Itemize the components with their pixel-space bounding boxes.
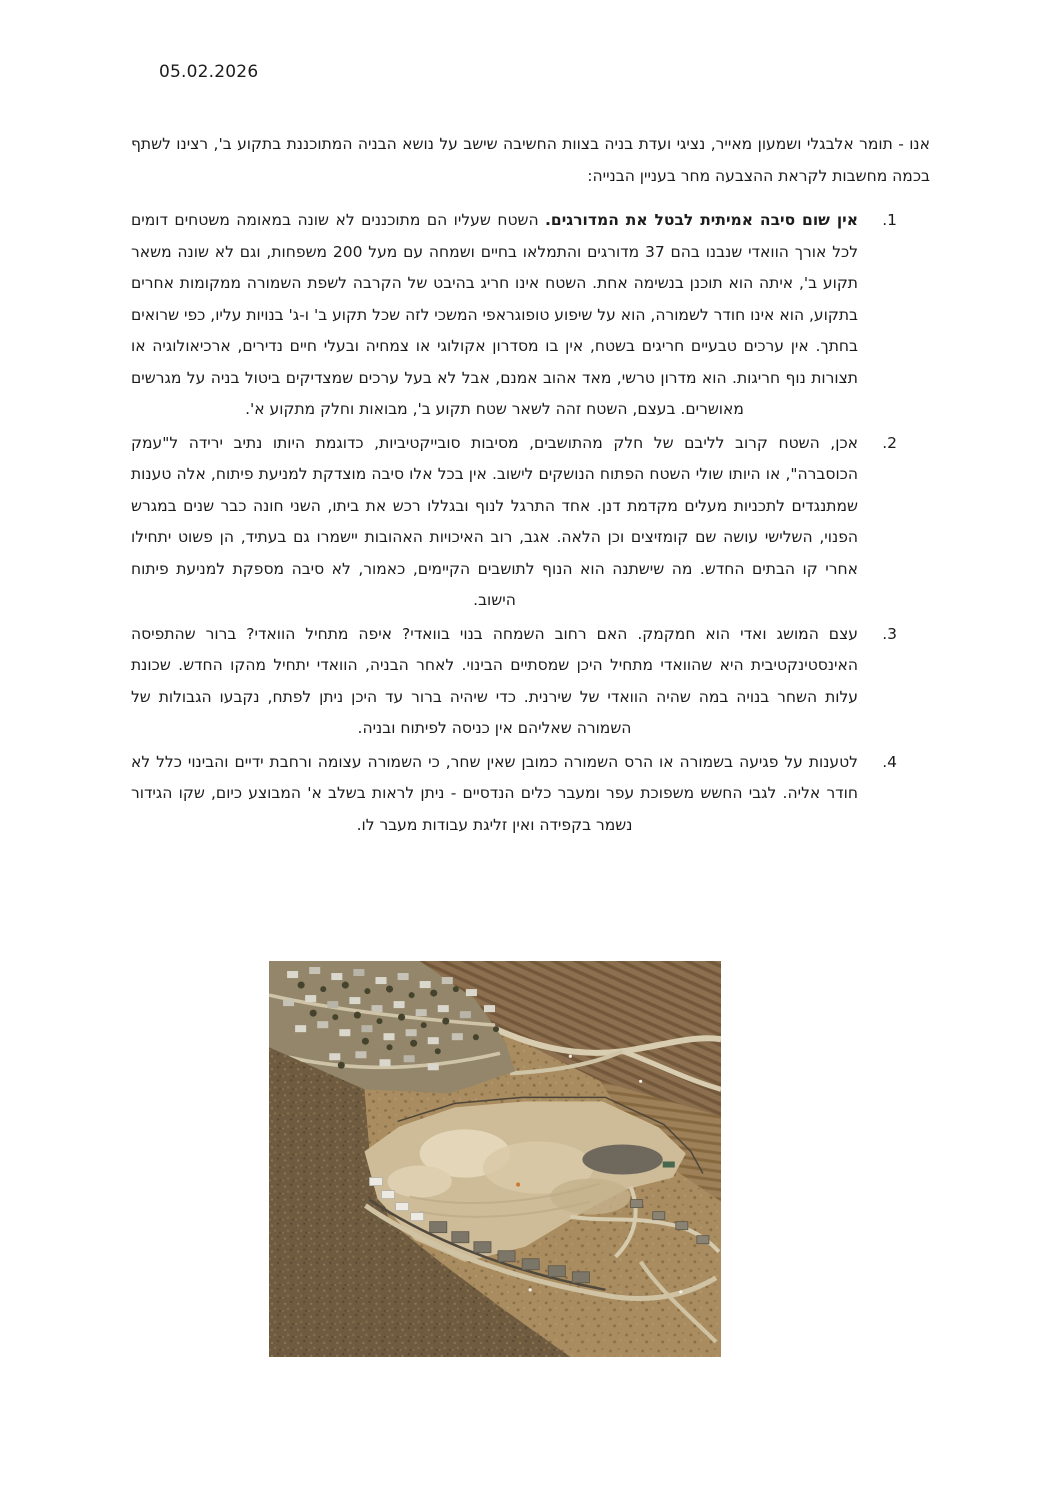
list-item-number: 1.	[882, 211, 897, 229]
document-body	[131, 129, 930, 843]
list-item-text	[131, 619, 858, 745]
list-item-body-text: אכן, השטח קרוב לליבם של חלק מהתושבים, מסיבות סובייקטיביות, כדוגמת היותו נתיב ירידה ל"עמק הכוסברה", או היותו שולי השטח הפתוח הנושקים לישוב. אין בכל אלו סיבה מוצדקת למניעת פיתוח, אלה טענות שמתנגדים לתכניות מעלים מקדמת דנן. אחד התרגל לנוף ובגללו רכש את ביתו, השני חונה כבר שנים במגרש הפנוי, השלישי עושה שם קומזיצים וכן הלאה. אגב, רוב האיכויות האהובות יישמרו גם בעתיד, הן פשוט יתחילו אחרי קו הבתים החדש. מה שישתנה הוא הנוף לתושבים הקיימים, כאמור, לא סיבה מספקת למניעת פיתוח הישוב.	[131, 433, 858, 609]
list-item-text	[131, 428, 858, 617]
list-item-bold-lead: אין שום סיבה אמיתית לבטל את המדורגים.	[545, 211, 858, 229]
list-item	[131, 619, 930, 745]
list-item-text	[131, 205, 858, 426]
list-item-body-text: השטח שעליו הם מתוכננים לא שונה במאומה משטחים דומים לכל אורך הוואדי שנבנו בהם 37 מדורגים והתמלאו בחיים ושמחה עם מעל 200 משפחות, וגם לא שונה משאר תקוע ב', איתה הוא תוכנן בנשימה אחת. השטח אינו חריג בהיבט של הקרבה לשפת השמורה ממקומות אחרים בתקוע, הוא אינו חודר לשמורה, הוא על שיפוע טופוגראפי המשכי לזה שכל תקוע ב' ו-ג' בנויות עליו, כפי שרואים בחתך. אין ערכים טבעיים חריגים בשטח, אין בו מסדרון אקולוגי או צמחיה ובעלי חיים נדירים, ארכיאולוגיה או תצורות נוף חריגות. הוא מדרון טרשי, מאד אהוב אמנם, אבל לא בעל ערכים שמצדיקים ביטול בניה על מגרשים מאושרים. בעצם, השטח זהה לשאר שטח תקוע ב', מבואות וחלק מתקוע א'.	[131, 211, 859, 418]
aerial-photo	[269, 961, 721, 1357]
list-item-body-text: לטענות על פגיעה בשמורה או הרס השמורה כמובן שאין שחר, כי השמורה עצומה ורחבת ידיים והבינוי כלל לא חודר אליה. לגבי החשש משפוכת עפר ומעבר כלים הנדסיים - ניתן לראות בשלב א' המבוצע כיום, שקו הגידור נשמר בקפידה ואין זליגת עבודות מעבר לו.	[131, 752, 858, 834]
document-date: 05.02.2026	[159, 62, 259, 82]
list-item-number: 2.	[882, 433, 897, 452]
list-item-body-text: עצם המושג ואדי הוא חמקמק. האם רחוב השמחה בנוי בוואדי? איפה מתחיל הוואדי? ברור שהתפיסה האינסטינקטיבית היא שהוואדי מתחיל היכן שמסתיים הבינוי. לאחר הבניה, הוואדי יתחיל מהקו החדש. שכונת עלות השחר בנויה במה שהיה הוואדי של שירנית. כדי שיהיה ברור עד היכן ניתן לפתח, נקבעו הגבולות של השמורה שאליהם אין כניסה לפיתוח ובניה.	[131, 624, 858, 737]
intro-paragraph: אנו - תומר אלבגלי ושמעון מאייר, נציגי ועדת בניה בצוות החשיבה שישב על נושא הבניה המתוכננת בתקוע ב', רצינו לשתף בכמה מחשבות לקראת ההצבעה מחר בעניין הבנייה:	[131, 135, 930, 185]
list-item	[131, 205, 930, 426]
aerial-photo-illustration	[269, 961, 721, 1357]
list-item-number: 3.	[882, 624, 897, 643]
list-item	[131, 747, 930, 842]
list-item	[131, 428, 930, 617]
list-item-number: 4.	[882, 752, 897, 771]
list-item-text	[131, 747, 858, 842]
